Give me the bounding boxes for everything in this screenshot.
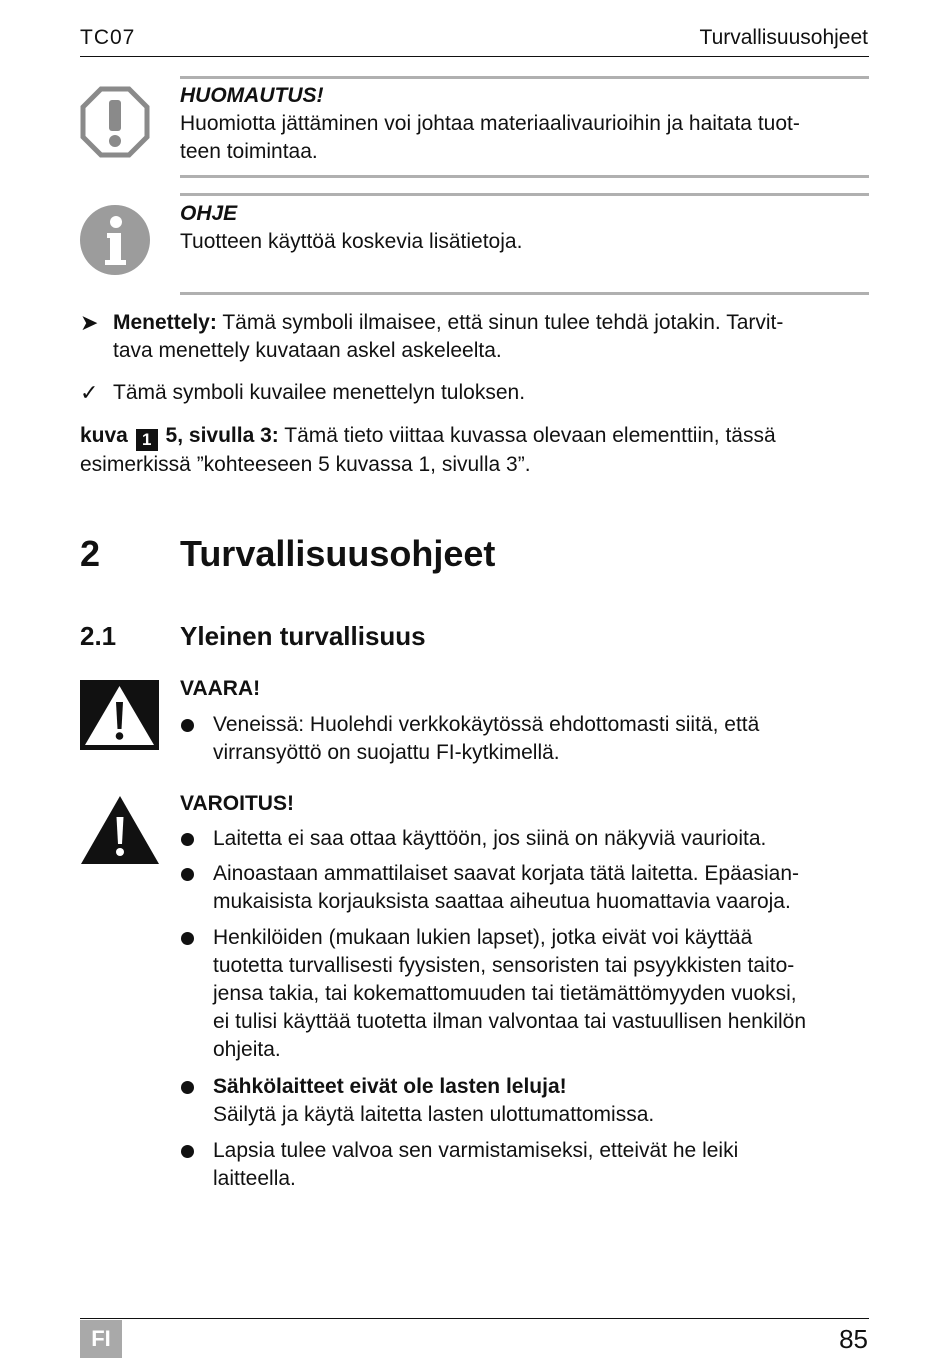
procedure-text: Tämä symboli ilmaisee, että sinun tulee tehdä jotakin. Tarvit- (216, 311, 784, 334)
procedure-description (113, 309, 869, 365)
warning-item-line: ei tulisi käyttää tuotetta ilman valvontaa tai vastuullisen henkilön (213, 1010, 807, 1033)
language-tab: FI (80, 1320, 122, 1358)
warning-item-line: jensa takia, tai kokemattomuuden tai tietämättömyyden vuoksi, (213, 982, 797, 1005)
result-description: Tämä symboli kuvailee menettelyn tuloksen. (113, 381, 526, 404)
notice-info (180, 200, 869, 256)
notice-top-rule (180, 76, 869, 79)
danger-item-line: Veneissä: Huolehdi verkkokäytössä ehdottomasti siitä, että (213, 713, 760, 736)
warning-triangle-icon (80, 795, 160, 865)
section-number: 2 (80, 533, 101, 574)
figure-reference-paragraph (80, 422, 869, 479)
bullet-dot (181, 868, 194, 881)
running-header-title: Turvallisuusohjeet (699, 26, 868, 49)
notice-bottom-rule (180, 175, 869, 178)
section-title: Turvallisuusohjeet (180, 533, 496, 574)
checkmark-icon: ✓ (80, 380, 99, 405)
page-number: 85 (839, 1324, 868, 1354)
warning-item (213, 825, 869, 853)
notice-top-rule (180, 193, 869, 196)
figure-label: kuva (80, 424, 128, 447)
bullet-dot (181, 1081, 194, 1094)
bullet-dot (181, 833, 194, 846)
procedure-arrow-icon: ➤ (80, 310, 99, 335)
bullet-dot (181, 719, 194, 732)
warning-item (213, 1137, 869, 1193)
procedure-line: tava menettely kuvataan askel askeleelta. (113, 339, 502, 362)
warning-item-line: mukaisista korjauksista saattaa aiheutua huomattavia vaaroja. (213, 890, 791, 913)
procedure-line (113, 309, 869, 337)
figure-reference-text: Tämä tieto viittaa kuvassa olevaan elementtiin, tässä (278, 424, 776, 447)
warning-item-line: Lapsia tulee valvoa sen varmistamiseksi, etteivät he leiki (213, 1139, 739, 1162)
warning-item-line: Laitetta ei saa ottaa käyttöön, jos siinä on näkyviä vaurioita. (213, 827, 767, 850)
figure-reference-line: esimerkissä ”kohteeseen 5 kuvassa 1, sivulla 3”. (80, 453, 531, 476)
warning-item-line: tuotetta turvallisesti fyysisten, sensoristen tai psyykkisten taito- (213, 954, 795, 977)
danger-title: VAARA! (180, 677, 261, 700)
notice-bottom-rule (180, 292, 869, 295)
notice-text-line: Tuotteen käyttöä koskevia lisätietoja. (180, 230, 523, 253)
notice-text-line: teen toimintaa. (180, 140, 318, 163)
notice-title: HUOMAUTUS! (180, 84, 324, 107)
notice-text-line: Huomiotta jättäminen voi johtaa materiaalivaurioihin ja haitata tuot- (180, 112, 800, 135)
warning-item (213, 860, 869, 916)
subsection-number: 2.1 (80, 621, 117, 651)
warning-item-line: Säilytä ja käytä laitetta lasten ulottumattomissa. (213, 1103, 655, 1126)
notice-caution (180, 82, 869, 166)
figure-number-badge: 1 (136, 429, 158, 451)
exclamation-octagon-icon (80, 86, 150, 158)
danger-item-line: virransyöttö on suojattu FI-kytkimellä. (213, 741, 560, 764)
procedure-label: Menettely: (113, 311, 217, 334)
info-circle-icon (80, 205, 150, 275)
subsection-title: Yleinen turvallisuus (180, 621, 426, 651)
bullet-dot (181, 1145, 194, 1158)
figure-position-label: 5, sivulla 3: (159, 424, 279, 447)
warning-item-line: laitteella. (213, 1167, 296, 1190)
warning-item-line: Henkilöiden (mukaan lukien lapset), jotka eivät voi käyttää (213, 926, 753, 949)
danger-warning-triangle-icon (80, 680, 159, 750)
notice-title: OHJE (180, 202, 238, 225)
warning-item-emphasis: Sähkölaitteet eivät ole lasten leluja! (213, 1075, 567, 1098)
warning-item (213, 924, 869, 1064)
warning-title: VAROITUS! (180, 792, 294, 815)
figure-reference-line (80, 422, 869, 451)
warning-item-line: Ainoastaan ammattilaiset saavat korjata tätä laitetta. Epäasian- (213, 862, 799, 885)
warning-item-line: ohjeita. (213, 1038, 281, 1061)
document-model: TC07 (80, 26, 136, 49)
header-divider (80, 56, 869, 57)
danger-item (213, 711, 869, 767)
warning-item (213, 1073, 869, 1129)
bullet-dot (181, 932, 194, 945)
footer-divider (80, 1318, 869, 1319)
